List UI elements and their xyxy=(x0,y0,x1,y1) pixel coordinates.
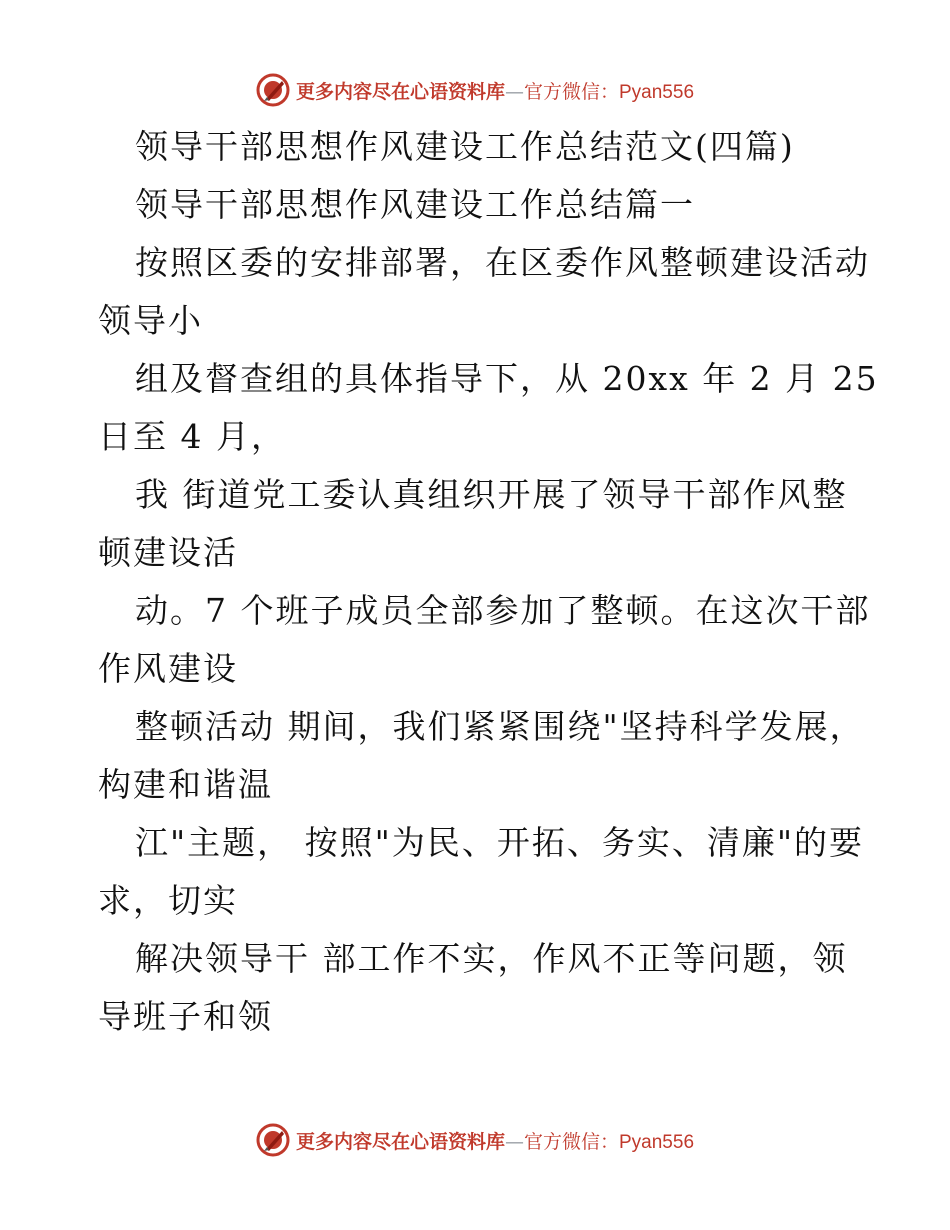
footer-wechat-label: 官方微信： xyxy=(523,1130,619,1153)
footer-wechat-id: Pyan556 xyxy=(619,1131,695,1153)
header-text xyxy=(296,77,694,104)
paragraph-line: 作风建设 xyxy=(98,649,238,688)
paragraph-line: 构建和谐温 xyxy=(98,765,273,804)
paragraph-line: 江"主题， 按照"为民、开拓、务实、清廉"的要 xyxy=(135,823,865,862)
paragraph-line: 顿建设活 xyxy=(98,533,238,572)
paragraph-line: 我 街道党工委认真组织开展了领导干部作风整 xyxy=(135,475,848,514)
header-site-name: 更多内容尽在心语资料库 xyxy=(295,80,505,103)
paragraph-line: 组及督查组的具体指导下，从 20xx 年 2 月 25 xyxy=(135,359,879,398)
paragraph-line: 解决领导干 部工作不实，作风不正等问题，领 xyxy=(135,939,848,978)
paragraph-line: 整顿活动 期间，我们紧紧围绕"坚持科学发展， xyxy=(135,707,865,746)
header-wechat-id: Pyan556 xyxy=(619,81,695,103)
footer-banner xyxy=(0,1120,950,1160)
paragraph-line: 动。7 个班子成员全部参加了整顿。在这次干部 xyxy=(135,591,871,630)
footer-site-name: 更多内容尽在心语资料库 xyxy=(295,1130,505,1153)
paragraph-line: 领导小 xyxy=(98,301,203,340)
header-dash: — xyxy=(504,80,524,103)
document-body xyxy=(98,118,879,1046)
paragraph-line: 按照区委的安排部署，在区委作风整顿建设活动 xyxy=(135,243,870,282)
header-wechat-label: 官方微信： xyxy=(523,80,619,103)
footer-dash: — xyxy=(504,1130,524,1153)
footer-text xyxy=(296,1127,694,1154)
section-heading: 领导干部思想作风建设工作总结篇一 xyxy=(135,185,695,224)
quill-pen-logo-icon xyxy=(256,73,290,107)
paragraph-line: 日至 4 月， xyxy=(98,417,286,456)
paragraph-line: 求，切实 xyxy=(98,881,238,920)
document-title: 领导干部思想作风建设工作总结范文(四篇) xyxy=(135,127,795,166)
paragraph-line: 导班子和领 xyxy=(98,997,273,1036)
quill-pen-logo-icon xyxy=(256,1123,290,1157)
header-banner xyxy=(0,70,950,110)
